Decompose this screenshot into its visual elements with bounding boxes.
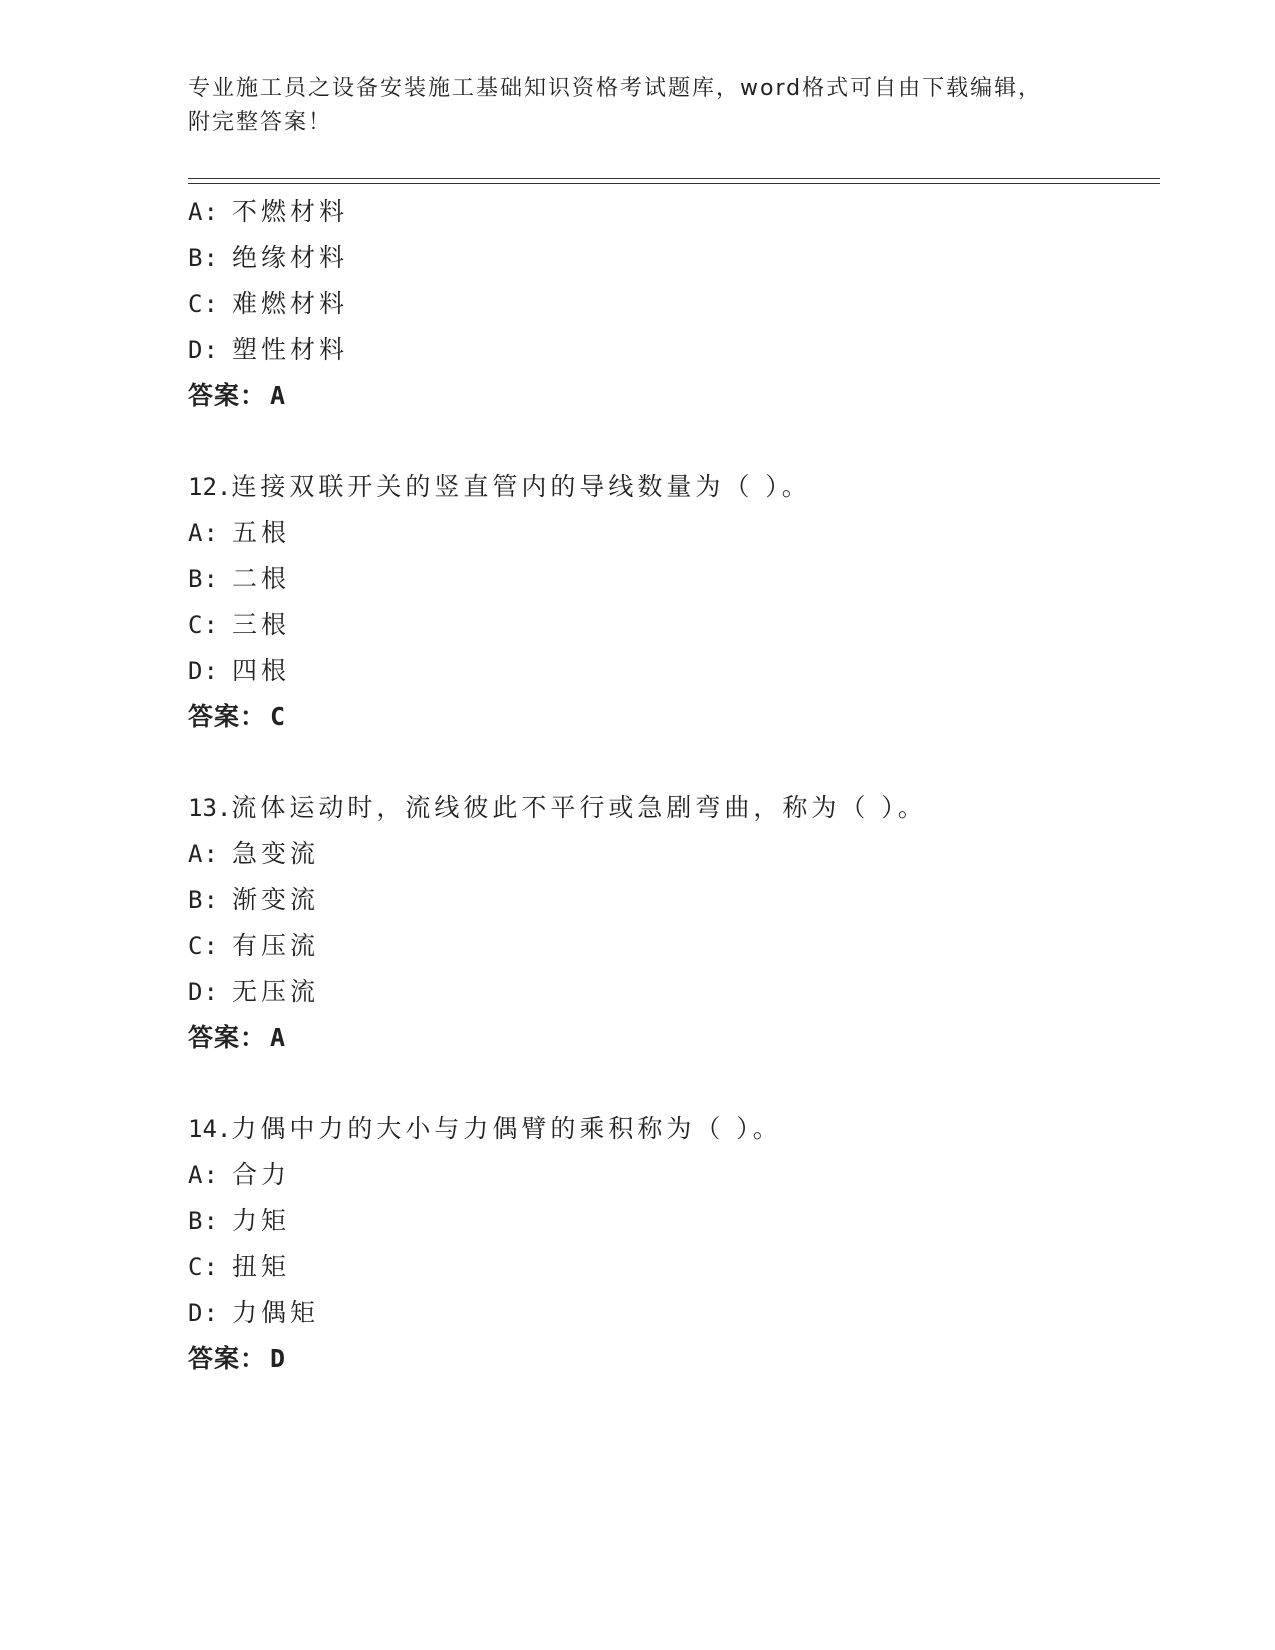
option-a: A: 五根 — [188, 518, 291, 547]
option-d: D: 无压流 — [188, 977, 320, 1006]
option-d: D: 塑性材料 — [188, 335, 349, 364]
question-block-partial — [188, 189, 1148, 419]
document-header — [188, 72, 1068, 140]
question-list — [188, 189, 1148, 1382]
answer-line: 答案： D — [188, 1344, 287, 1373]
option-d: D: 力偶矩 — [188, 1298, 320, 1327]
question-stem: 14.力偶中力的大小与力偶臂的乘积称为（ ）。 — [188, 1114, 782, 1143]
option-a: A: 合力 — [188, 1160, 291, 1189]
option-a: A: 不燃材料 — [188, 197, 349, 226]
option-b: B: 绝缘材料 — [188, 243, 349, 272]
question-block-14 — [188, 1106, 1148, 1382]
answer-line: 答案： A — [188, 381, 287, 410]
question-stem: 13.流体运动时，流线彼此不平行或急剧弯曲，称为（ ）。 — [188, 793, 927, 822]
header-line-2: 附完整答案！ — [188, 110, 333, 135]
option-b: B: 二根 — [188, 564, 291, 593]
option-c: C: 扭矩 — [188, 1252, 291, 1281]
option-c: C: 三根 — [188, 610, 291, 639]
answer-line: 答案： A — [188, 1023, 287, 1052]
option-c: C: 有压流 — [188, 931, 320, 960]
option-a: A: 急变流 — [188, 839, 320, 868]
option-b: B: 渐变流 — [188, 885, 320, 914]
header-line-1: 专业施工员之设备安装施工基础知识资格考试题库，word格式可自由下载编辑， — [188, 76, 1043, 101]
question-block-13 — [188, 785, 1148, 1061]
option-d: D: 四根 — [188, 656, 291, 685]
option-c: C: 难燃材料 — [188, 289, 349, 318]
question-block-12 — [188, 464, 1148, 740]
header-divider-top — [188, 178, 1160, 179]
question-stem: 12.连接双联开关的竖直管内的导线数量为（ ）。 — [188, 472, 811, 501]
answer-line: 答案： C — [188, 702, 287, 731]
option-b: B: 力矩 — [188, 1206, 291, 1235]
header-divider-bottom — [188, 183, 1160, 184]
